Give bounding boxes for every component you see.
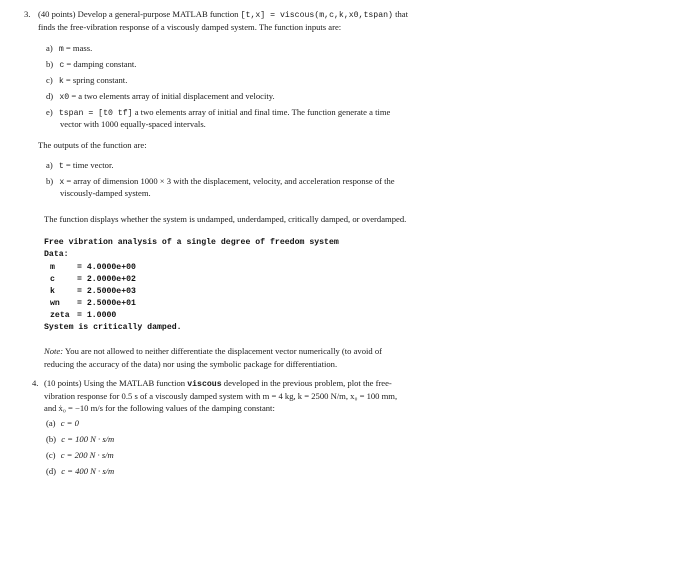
- input-code: tspan = [t0 tf]: [58, 109, 133, 118]
- input-label: d): [46, 91, 54, 101]
- input-label: e): [46, 107, 53, 117]
- case-value: c = 400 N · s/m: [61, 466, 115, 476]
- note-text: You are not allowed to neither differentiate the displacement vector numerically (to avoid of: [64, 346, 383, 356]
- case-item-c: [46, 450, 114, 461]
- input-code: m: [58, 45, 64, 54]
- problem-3-header-line-1: [38, 9, 408, 21]
- problem-3-number: 3.: [24, 9, 31, 19]
- problem-4-text-a: (10 points) Using the MATLAB function: [44, 378, 186, 388]
- input-code: k: [58, 77, 64, 86]
- input-item-e: [46, 107, 390, 119]
- outputs-intro: The outputs of the function are:: [38, 140, 147, 150]
- input-text: = mass.: [65, 43, 93, 53]
- input-item-e-continuation: vector with 1000 equally-spaced intervals.: [60, 119, 206, 129]
- input-item-a: [46, 43, 92, 55]
- function-name: viscous: [187, 380, 222, 389]
- case-label: (d): [46, 466, 57, 476]
- output-label: a): [46, 160, 53, 170]
- output-code: t: [58, 162, 64, 171]
- note-label: Note:: [44, 346, 64, 356]
- problem-4-text-b: developed in the previous problem, plot the free-: [223, 378, 392, 388]
- sample-output-data-label: Data:: [44, 250, 69, 259]
- output-code: x: [59, 178, 65, 187]
- case-value: c = 100 N · s/m: [61, 434, 115, 444]
- sample-row-value: = 4.0000e+00: [77, 263, 136, 272]
- input-item-c: [46, 75, 127, 87]
- output-label: b): [46, 176, 54, 186]
- problem-3-header-text: (40 points) Develop a general-purpose MATLAB function: [38, 9, 239, 19]
- function-signature: [t,x] = viscous(m,c,k,x0,tspan): [240, 11, 393, 20]
- input-item-b: [46, 59, 136, 71]
- problem-4-line-3: and ẋ₀ = −10 m/s for the following values of the damping constant:: [44, 403, 275, 413]
- input-text: = spring constant.: [65, 75, 128, 85]
- problem-3-header-line-2: finds the free-vibration response of a viscously damped system. The function inputs are:: [38, 22, 342, 32]
- problem-3-header-end: that: [395, 9, 408, 19]
- case-value: c = 0: [60, 418, 79, 428]
- case-label: (a): [46, 418, 56, 428]
- input-code: x0: [59, 93, 70, 102]
- sample-row-name: c: [50, 275, 55, 284]
- output-text: = array of dimension 1000 × 3 with the displacement, velocity, and acceleration response of the: [66, 176, 395, 186]
- sample-row-name: wn: [50, 299, 60, 308]
- sample-row-value: = 2.0000e+02: [77, 275, 136, 284]
- input-text: = a two elements array of initial displacement and velocity.: [71, 91, 275, 101]
- problem-4-line-1: [44, 378, 392, 390]
- sample-output-title: Free vibration analysis of a single degree of freedom system: [44, 238, 339, 247]
- input-text: a two elements array of initial and final time. The function generate a time: [134, 107, 391, 117]
- display-note: The function displays whether the system is undamped, underdamped, critically damped, or overdamped.: [44, 214, 407, 224]
- sample-row-name: zeta: [50, 311, 70, 320]
- case-item-a: [46, 418, 79, 429]
- input-label: c): [46, 75, 53, 85]
- problem-4-number: 4.: [32, 378, 39, 388]
- sample-row-value: = 2.5000e+01: [77, 299, 136, 308]
- sample-row-name: k: [50, 287, 55, 296]
- problem-4-line-2: vibration response for 0.5 s of a viscously damped system with m = 4 kg, k = 2500 N/m, x₀ = 100 mm,: [44, 391, 398, 401]
- input-label: a): [46, 43, 53, 53]
- sample-row-value: = 1.0000: [77, 311, 117, 320]
- input-text: = damping constant.: [66, 59, 137, 69]
- sample-row-value: = 2.5000e+03: [77, 287, 136, 296]
- note-line-1: [44, 346, 382, 357]
- note-line-2: reducing the accuracy of the data) nor using the symbolic package for differentiation.: [44, 359, 338, 369]
- output-item-b-continuation: viscously-damped system.: [60, 188, 151, 198]
- input-label: b): [46, 59, 54, 69]
- case-item-d: [46, 466, 114, 477]
- case-value: c = 200 N · s/m: [60, 450, 114, 460]
- output-item-a: [46, 160, 114, 172]
- input-item-d: [46, 91, 275, 103]
- case-label: (c): [46, 450, 56, 460]
- sample-row-name: m: [50, 263, 55, 272]
- sample-output-conclusion: System is critically damped.: [44, 323, 182, 332]
- output-item-b: [46, 176, 395, 188]
- case-item-b: [46, 434, 114, 445]
- input-code: c: [59, 61, 65, 70]
- case-label: (b): [46, 434, 57, 444]
- output-text: = time vector.: [65, 160, 114, 170]
